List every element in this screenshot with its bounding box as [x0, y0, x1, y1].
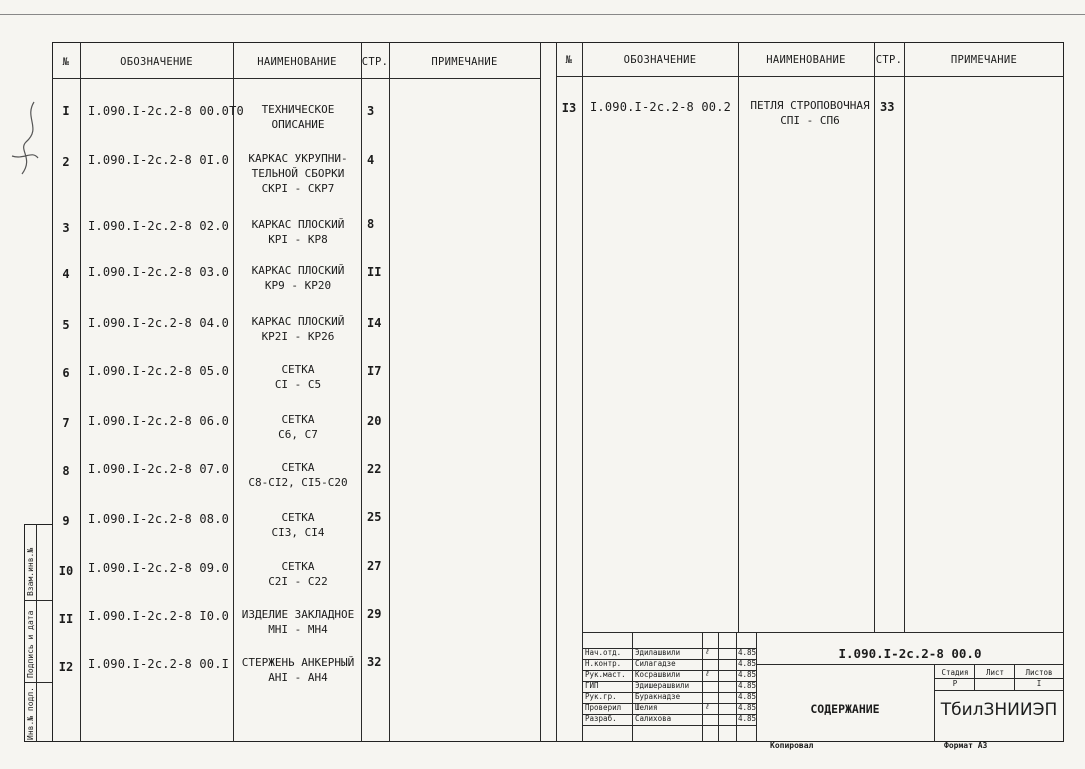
- replace-inv-label: Взам.инв.№: [26, 547, 35, 596]
- left-col-rule: [80, 42, 81, 742]
- row-name-line: КАРКАС ПЛОСКИЙ: [251, 218, 345, 231]
- organization: ТбилЗНИИЭП: [940, 700, 1058, 720]
- row-number: 6: [62, 366, 70, 380]
- inv-no-label: Инв.№ подл.: [26, 687, 35, 740]
- role-label: Рук.гр.: [585, 692, 617, 701]
- format-label: Формат А3: [944, 741, 988, 750]
- row-designation: I.090.I-2c.2-8 00.2: [590, 100, 732, 114]
- row-page: I7: [367, 364, 382, 378]
- left-header-designation: ОБОЗНАЧЕНИЕ: [120, 56, 193, 68]
- row-number: 7: [62, 416, 70, 430]
- right-col-rule: [582, 42, 583, 742]
- role-label: Проверил: [585, 703, 622, 712]
- row-page: 4: [367, 153, 375, 167]
- right-header-designation: ОБОЗНАЧЕНИЕ: [623, 54, 697, 66]
- sheets-value: I: [1036, 679, 1042, 688]
- row-name: [235, 607, 361, 637]
- copied-label: Копировал: [770, 741, 814, 750]
- row-designation: I.090.I-2c.2-8 06.0: [88, 414, 230, 428]
- side-stamp-rule: [24, 600, 52, 601]
- left-col-rule: [233, 42, 234, 742]
- role-date: 4.85: [738, 714, 757, 723]
- row-designation: I.090.I-2c.2-8 04.0: [88, 316, 230, 330]
- role-name: Буракнадзе: [635, 692, 681, 701]
- row-number: I3: [561, 101, 577, 115]
- row-name-line: КАРКАС ПЛОСКИЙ: [251, 315, 345, 328]
- row-number: 5: [62, 318, 70, 332]
- row-designation: I.090.I-2c.2-8 05.0: [88, 364, 230, 378]
- row-page: 8: [367, 217, 375, 231]
- row-name-line: КРI - КР8: [268, 233, 328, 246]
- row-name-line: КАРКАС ПЛОСКИЙ: [251, 264, 345, 277]
- right-col-rule: [874, 42, 875, 632]
- signature: ℓ: [705, 702, 710, 711]
- row-name-line: СЕТКА: [281, 560, 315, 573]
- row-designation: I.090.I-2c.2-8 0I.0: [88, 153, 230, 167]
- row-name-line: МНI - МН4: [268, 623, 328, 636]
- row-name-line: АНI - АН4: [268, 671, 328, 684]
- row-name-line: ПЕТЛЯ СТРОПОВОЧНАЯ: [750, 99, 870, 112]
- row-name-line: КАРКАС УКРУПНИ-: [248, 152, 348, 165]
- row-name-line: ОПИСАНИЕ: [271, 118, 325, 131]
- row-name: [744, 98, 876, 128]
- doc-code: I.090.I-2c.2-8 00.0: [838, 646, 982, 661]
- stage-value: Р: [952, 679, 958, 688]
- row-number: I: [62, 104, 70, 118]
- row-page: 20: [367, 414, 382, 428]
- role-date: 4.85: [738, 648, 757, 657]
- handwritten-signature-icon: [4, 98, 48, 188]
- left-header-rule: [52, 78, 540, 79]
- row-name-line: КР2I - КР26: [261, 330, 335, 343]
- role-name: Салихова: [635, 714, 672, 723]
- role-date: 4.85: [738, 670, 757, 679]
- row-name: [235, 655, 361, 685]
- row-page: 32: [367, 655, 382, 669]
- row-name-line: С6, С7: [278, 428, 318, 441]
- row-name-line: СЕТКА: [281, 511, 315, 524]
- left-col-rule: [540, 42, 541, 742]
- right-header-rule: [556, 76, 1064, 77]
- row-name: [235, 217, 361, 247]
- right-header-page: СТР.: [875, 54, 903, 66]
- row-name-line: С8-СI2, СI5-С20: [248, 476, 348, 489]
- left-header-no: №: [62, 56, 70, 68]
- sheet-label: Лист: [985, 668, 1005, 677]
- title-block-rule: [934, 690, 1064, 691]
- row-name-line: СI - С5: [274, 378, 322, 391]
- row-name-line: С2I - С22: [268, 575, 328, 588]
- row-number: I2: [58, 660, 74, 674]
- right-header-no: №: [565, 54, 573, 66]
- role-name: Эдилашвили: [635, 648, 681, 657]
- role-name: Косрашвили: [635, 670, 681, 679]
- role-label: Рук.маст.: [585, 670, 626, 679]
- row-name-line: КР9 - КР20: [264, 279, 332, 292]
- row-designation: I.090.I-2c.2-8 08.0: [88, 512, 230, 526]
- right-col-rule: [904, 42, 905, 632]
- row-number: II: [58, 612, 74, 626]
- right-header-note: ПРИМЕЧАНИЕ: [950, 54, 1018, 66]
- left-col-rule: [389, 42, 390, 742]
- role-date: 4.85: [738, 659, 757, 668]
- drawing-frame: [52, 42, 1064, 742]
- row-name: [235, 263, 361, 293]
- stage-label: Стадия: [941, 668, 969, 677]
- sheets-label: Листов: [1025, 668, 1053, 677]
- role-label: Разраб.: [585, 714, 617, 723]
- row-name: [235, 151, 361, 196]
- row-number: 3: [62, 221, 70, 235]
- row-name: [235, 314, 361, 344]
- row-page: 3: [367, 104, 375, 118]
- row-page: II: [367, 265, 382, 279]
- row-name-line: ТЕХНИЧЕСКОЕ: [261, 103, 335, 116]
- row-number: 2: [62, 155, 70, 169]
- row-page: 22: [367, 462, 382, 476]
- row-designation: I.090.I-2c.2-8 00.I: [88, 657, 230, 671]
- role-name: Эдишерашвили: [635, 681, 690, 690]
- title-block-top-rule: [582, 632, 1064, 633]
- scan-edge: [0, 14, 1085, 15]
- left-col-rule: [361, 42, 362, 742]
- row-number: 9: [62, 514, 70, 528]
- role-label: Нач.отд.: [585, 648, 622, 657]
- row-page: 25: [367, 510, 382, 524]
- row-name: [235, 412, 361, 442]
- row-designation: I.090.I-2c.2-8 02.0: [88, 219, 230, 233]
- right-header-name: НАИМЕНОВАНИЕ: [766, 54, 846, 66]
- title-block-rule: [1014, 664, 1015, 690]
- row-name-line: СI3, СI4: [271, 526, 325, 539]
- row-name-line: СЕТКА: [281, 461, 315, 474]
- sign-date-label: Подпись и дата: [26, 610, 35, 678]
- side-stamp-rule: [36, 524, 37, 742]
- row-page: I4: [367, 316, 382, 330]
- row-name-line: ТЕЛЬНОЙ СБОРКИ: [251, 167, 345, 180]
- row-page: 33: [880, 100, 895, 114]
- left-header-page: СТР.: [361, 56, 389, 68]
- row-number: I0: [58, 564, 74, 578]
- row-name: [235, 102, 361, 132]
- row-name: [235, 559, 361, 589]
- row-designation: I.090.I-2c.2-8 07.0: [88, 462, 230, 476]
- row-designation: I.090.I-2c.2-8 I0.0: [88, 609, 230, 623]
- left-header-name: НАИМЕНОВАНИЕ: [257, 56, 337, 68]
- left-col-rule: [556, 42, 557, 742]
- title-block-row-rule: [582, 725, 756, 726]
- row-designation: I.090.I-2c.2-8 00.0T0: [88, 104, 244, 118]
- role-label: ГИП: [585, 681, 599, 690]
- role-name: Силагадзе: [635, 659, 676, 668]
- row-name: [235, 460, 361, 490]
- row-name-line: СПI - СП6: [780, 114, 840, 127]
- role-date: 4.85: [738, 681, 757, 690]
- title-block-rule: [974, 664, 975, 690]
- row-name-line: СЕТКА: [281, 363, 315, 376]
- signature: ℓ: [705, 647, 710, 656]
- title-block-rule: [756, 664, 1064, 665]
- role-name: Шелия: [635, 703, 658, 712]
- doc-title: СОДЕРЖАНИЕ: [810, 702, 880, 716]
- role-date: 4.85: [738, 692, 757, 701]
- row-name: [235, 362, 361, 392]
- row-name-line: СКРI - СКР7: [261, 182, 335, 195]
- row-designation: I.090.I-2c.2-8 09.0: [88, 561, 230, 575]
- role-label: Н.контр.: [585, 659, 622, 668]
- row-number: 4: [62, 267, 70, 281]
- row-number: 8: [62, 464, 70, 478]
- row-page: 27: [367, 559, 382, 573]
- right-col-rule: [738, 42, 739, 632]
- side-stamp-rule: [24, 682, 52, 683]
- row-designation: I.090.I-2c.2-8 03.0: [88, 265, 230, 279]
- row-page: 29: [367, 607, 382, 621]
- row-name-line: СЕТКА: [281, 413, 315, 426]
- signature: ℓ: [705, 669, 710, 678]
- row-name-line: СТЕРЖЕНЬ АНКЕРНЫЙ: [241, 656, 355, 669]
- row-name: [235, 510, 361, 540]
- role-date: 4.85: [738, 703, 757, 712]
- row-name-line: ИЗДЕЛИЕ ЗАКЛАДНОЕ: [241, 608, 355, 621]
- left-header-note: ПРИМЕЧАНИЕ: [431, 56, 498, 68]
